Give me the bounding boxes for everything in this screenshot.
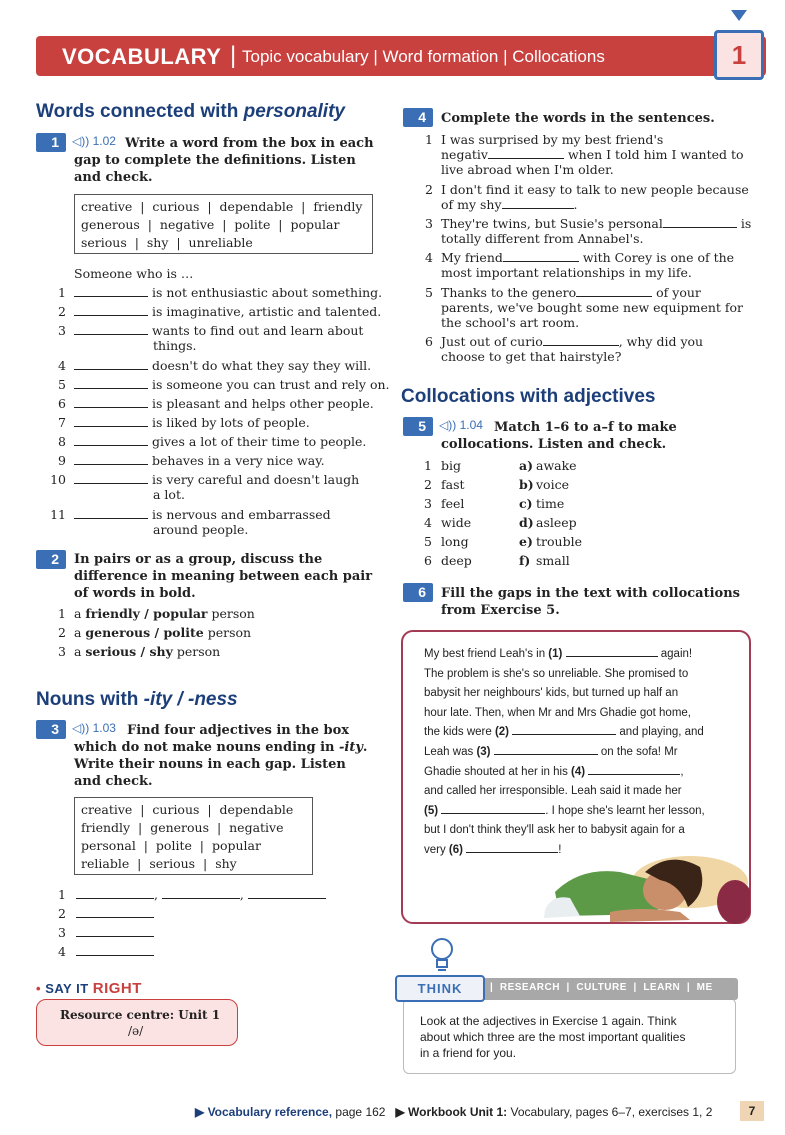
story-line: but I don't think they'll ask her to babysit again for a	[424, 824, 685, 837]
collocation-right-item	[519, 496, 564, 511]
item-number: 1	[58, 606, 66, 621]
item-text: totally different from Annabel's.	[441, 231, 644, 246]
item-number: 4	[58, 358, 66, 373]
item-text: is pleasant and helps other people.	[152, 396, 374, 411]
collocation-left-item	[424, 477, 465, 492]
collocation-right-item	[519, 458, 577, 473]
item-text: parents, we've bought some new equipment for	[441, 300, 744, 315]
item-line	[441, 216, 751, 231]
answer-gap[interactable]	[543, 335, 619, 346]
word-box-line: personal | polite | popular	[81, 838, 261, 853]
item-number: 6	[425, 334, 433, 349]
item-text: live abroad when I'm older.	[441, 162, 614, 177]
lightbulb-icon	[428, 936, 456, 972]
exercise-4-instruction: Complete the words in the sentences.	[441, 111, 715, 126]
answer-gap[interactable]	[76, 907, 154, 918]
answer-gap[interactable]	[512, 724, 616, 735]
exercise-5-instruction-l2: collocations. Listen and check.	[441, 437, 667, 452]
ex4-item-5	[425, 285, 744, 330]
ex4-item-4	[425, 250, 735, 280]
story-text-part: on the sofa! Mr	[597, 745, 678, 758]
exercise-2-instruction-l3: of words in bold.	[74, 586, 196, 601]
answer-gap[interactable]	[74, 397, 148, 408]
exercise-3-instruction-l1: Find four adjectives in the box	[127, 723, 350, 738]
answer-gap[interactable]	[663, 217, 737, 228]
item-number: 2	[58, 304, 66, 319]
instruction-italic: -ity	[339, 740, 363, 755]
item-word: big	[441, 458, 462, 473]
item-text: Just out of curio	[441, 334, 543, 349]
exercise-1-item	[40, 507, 331, 537]
collocation-left-item	[424, 458, 461, 473]
phoneme: /ə/	[128, 1024, 144, 1038]
section-title-nouns	[36, 689, 238, 711]
speaker-icon: ◁))	[72, 134, 90, 148]
footer-text: Vocabulary, pages 6–7, exercises 1, 2	[507, 1105, 713, 1119]
word-box-line: creative | curious | dependable | friendly	[81, 199, 363, 214]
exercise-1-item	[40, 472, 359, 502]
exercise-2-instruction-l2: difference in meaning between each pair	[74, 569, 373, 584]
story-text-part: ,	[680, 765, 684, 778]
section-title-text: Nouns with	[36, 689, 144, 710]
item-text: gives a lot of their time to people.	[152, 434, 367, 449]
item-number: 2	[58, 906, 66, 921]
exercise-1-item	[40, 434, 366, 449]
item-number: 3	[424, 496, 432, 511]
item-text: is not enthusiastic about something.	[152, 285, 383, 300]
story-text-part: . I hope she's learnt her lesson,	[545, 804, 705, 817]
audio-track-number: 1.04	[459, 418, 483, 432]
answer-gap[interactable]	[588, 764, 680, 775]
exercise-3-instruction-l3: Write their nouns in each gap. Listen	[74, 757, 346, 772]
gap-label: (6)	[448, 843, 463, 856]
item-word: trouble	[536, 534, 582, 549]
story-line	[424, 723, 734, 743]
answer-gap[interactable]	[74, 416, 148, 427]
item-word: voice	[536, 477, 569, 492]
exercise-1-instruction-l2: gap to complete the definitions. Listen	[74, 153, 356, 168]
item-text: a	[73, 644, 86, 659]
answer-gap[interactable]	[76, 888, 154, 899]
gap-label: (1)	[548, 648, 563, 660]
audio-track-1[interactable]	[72, 134, 116, 148]
item-letter: c)	[519, 496, 533, 511]
item-word: deep	[441, 553, 472, 568]
unit-arrow-icon	[731, 10, 747, 21]
audio-track-number: 1.03	[92, 721, 116, 735]
item-number: 1	[58, 285, 66, 300]
item-text: a	[73, 625, 86, 640]
item-text: person	[207, 606, 255, 621]
exercise-3-item-2	[58, 906, 154, 921]
story-line	[424, 743, 734, 763]
item-number: 6	[424, 553, 432, 568]
exercise-2-item	[58, 606, 255, 621]
item-number: 3	[425, 216, 433, 231]
collocation-right-item	[519, 515, 577, 530]
item-number: 3	[58, 644, 66, 659]
item-letter: d)	[519, 515, 534, 530]
think-line: about which three are the most important qualities	[420, 1030, 686, 1044]
exercise-1-instruction-l1: Write a word from the box in each	[125, 136, 374, 151]
answer-gap[interactable]	[74, 435, 148, 446]
item-word: time	[536, 496, 565, 511]
word-box-line: serious | shy | unreliable	[81, 235, 253, 250]
item-number: 4	[58, 944, 66, 959]
comma: ,	[153, 887, 158, 902]
item-number: 3	[58, 925, 66, 940]
think-prompt	[420, 1013, 725, 1061]
workbook-link[interactable]: ▶ Workbook Unit 1:	[395, 1105, 508, 1119]
exercise-1-item	[40, 304, 381, 319]
item-text: of my shy	[441, 197, 502, 212]
bold-word-pair: friendly / popular	[85, 606, 208, 621]
footer-text: page 162	[332, 1105, 396, 1119]
story-text-part: !	[558, 843, 562, 856]
item-line	[441, 334, 703, 349]
header-subtitle: Topic vocabulary | Word formation | Collocations	[242, 47, 605, 66]
gap-label: (3)	[476, 745, 491, 758]
answer-gap[interactable]	[76, 945, 154, 956]
answer-gap[interactable]	[76, 926, 154, 937]
item-number: 7	[58, 415, 66, 430]
item-number: 2	[58, 625, 66, 640]
arm-shape	[610, 909, 690, 922]
gap-label: (2)	[494, 726, 510, 739]
item-word: fast	[441, 477, 465, 492]
story-text-part: Leah was	[424, 745, 477, 758]
item-text: when I told him I wanted to	[564, 147, 744, 162]
story-text-part: Ghadie shouted at her in his	[424, 765, 572, 778]
page-number: 7	[740, 1101, 764, 1121]
collocation-right-item	[519, 553, 570, 568]
item-number: 2	[425, 182, 433, 197]
item-number: 1	[58, 887, 66, 902]
item-text: doesn't do what they say they will.	[152, 358, 372, 373]
exercise-5-instruction-l1: Match 1–6 to a–f to make	[494, 420, 677, 435]
exercise-2-instruction-l1: In pairs or as a group, discuss the	[74, 552, 323, 567]
item-text: negativ	[441, 147, 488, 162]
item-line	[441, 147, 744, 162]
exercise-6-badge: 6	[403, 583, 433, 602]
section-title-italic: -ity / -ness	[143, 689, 238, 710]
answer-gap[interactable]	[74, 378, 148, 389]
item-number: 1	[425, 132, 433, 147]
say-it-right-box	[36, 999, 238, 1046]
answer-gap[interactable]	[441, 803, 545, 814]
item-number: 2	[424, 477, 432, 492]
item-text: most important relationships in my life.	[441, 265, 692, 280]
section-title-text: Words connected with	[36, 101, 244, 122]
answer-gap[interactable]	[566, 646, 658, 657]
exercise-3-item-4	[58, 944, 154, 959]
header-separator: |	[230, 42, 237, 69]
think-tab[interactable]: THINK	[395, 975, 485, 1002]
exercise-2-item	[58, 644, 220, 659]
story-line: hour late. Then, when Mr and Mrs Ghadie got home,	[424, 706, 691, 719]
say-it-right-label	[36, 980, 142, 997]
item-line	[441, 250, 734, 265]
exercise-1-item	[40, 396, 374, 411]
story-line: The problem is she's so unreliable. She promised to	[424, 667, 689, 680]
item-word: asleep	[536, 515, 577, 530]
exercise-6-instruction-l1: Fill the gaps in the text with collocations	[441, 586, 740, 601]
item-text: of your	[656, 285, 701, 300]
item-number: 4	[425, 250, 433, 265]
exercise-1-badge: 1	[36, 133, 66, 152]
item-text: My friend	[441, 250, 503, 265]
audio-track-number: 1.02	[92, 134, 116, 148]
story-text-part: and playing, and	[616, 726, 704, 739]
item-text: the school's art room.	[441, 315, 580, 330]
gap-label: (4)	[571, 765, 586, 778]
item-text: Thanks to the genero	[441, 285, 577, 300]
item-text: things.	[153, 338, 197, 353]
word-box-line: friendly | generous | negative	[81, 820, 284, 835]
answer-gap[interactable]	[248, 888, 326, 899]
item-text: is nervous and embarrassed	[152, 507, 331, 522]
bullet-icon: •	[36, 981, 42, 996]
answer-gap[interactable]	[74, 508, 148, 519]
think-category-links[interactable]: | RESEARCH | CULTURE | LEARN | ME	[490, 982, 713, 993]
exercise-6-instruction-l2: from Exercise 5.	[441, 603, 560, 618]
exercise-1-item	[40, 285, 382, 300]
item-text: is liked by lots of people.	[152, 415, 310, 430]
story-line: and called her irresponsible. Leah said it made her	[424, 785, 682, 798]
answer-gap[interactable]	[74, 473, 148, 484]
item-number: 1	[424, 458, 432, 473]
section-title-personality	[36, 101, 345, 123]
ex4-item-1	[425, 132, 744, 177]
bold-word-pair: serious / shy	[85, 644, 173, 659]
item-text: person	[172, 644, 221, 659]
collocation-right-item	[519, 477, 569, 492]
item-letter: a)	[519, 458, 534, 473]
item-text: is someone you can trust and rely on.	[152, 377, 390, 392]
exercise-5-badge: 5	[403, 417, 433, 436]
footer-references	[195, 1105, 712, 1119]
item-text: They're twins, but Susie's personal	[441, 216, 663, 231]
item-text: a	[73, 606, 86, 621]
ex4-item-2	[425, 182, 749, 212]
item-text: is imaginative, artistic and talented.	[152, 304, 382, 319]
exercise-4-badge: 4	[403, 108, 433, 127]
exercise-1-item	[40, 358, 371, 373]
story-line: babysit her neighbours' kids, but turned up half an	[424, 687, 679, 700]
answer-gap[interactable]	[74, 305, 148, 316]
collocation-right-item	[519, 534, 582, 549]
think-line: Look at the adjectives in Exercise 1 again. Think	[420, 1014, 677, 1028]
answer-gap[interactable]	[576, 286, 652, 297]
audio-track-3[interactable]	[72, 721, 116, 735]
story-text-part: again!	[657, 648, 693, 660]
vocabulary-reference-link[interactable]: ▶ Vocabulary reference,	[195, 1105, 333, 1119]
item-letter: b)	[519, 477, 534, 492]
word-box-line: reliable | serious | shy	[81, 856, 237, 871]
item-word: small	[536, 553, 570, 568]
item-letter: f)	[519, 553, 531, 568]
item-line	[441, 285, 743, 300]
answer-gap[interactable]	[502, 198, 574, 209]
word-box-line: generous | negative | polite | popular	[81, 217, 340, 232]
sleeping-girl-illustration	[540, 832, 750, 924]
item-word: long	[441, 534, 469, 549]
item-text: choose to get that hairstyle?	[441, 349, 622, 364]
speaker-icon: ◁))	[439, 418, 457, 432]
story-text-part: My best friend Leah's in	[424, 648, 549, 660]
story-text	[424, 645, 734, 861]
answer-gap[interactable]	[488, 148, 564, 159]
collocation-left-item	[424, 534, 469, 549]
answer-gap[interactable]	[503, 251, 579, 262]
ex4-item-6	[425, 334, 704, 364]
item-number: 11	[50, 507, 66, 522]
gap-label: (5)	[424, 804, 439, 817]
exercise-2-badge: 2	[36, 550, 66, 569]
header-title: VOCABULARY	[62, 44, 222, 69]
item-text: person	[203, 625, 252, 640]
item-number: 5	[425, 285, 433, 300]
item-letter: e)	[519, 534, 533, 549]
answer-gap[interactable]	[74, 324, 148, 335]
collocation-left-item	[424, 553, 472, 568]
item-number: 3	[58, 323, 66, 338]
exercise-3-item-1	[58, 887, 326, 902]
item-number: 4	[424, 515, 432, 530]
item-text: is	[740, 216, 752, 231]
unit-number-badge: 1	[714, 30, 764, 80]
answer-gap[interactable]	[74, 286, 148, 297]
answer-gap[interactable]	[494, 744, 598, 755]
item-text: with Corey is one of the	[582, 250, 735, 265]
word-box-1	[74, 194, 373, 254]
item-number: 8	[58, 434, 66, 449]
item-text: around people.	[153, 522, 249, 537]
collocation-left-item	[424, 496, 464, 511]
word-box-3	[74, 797, 313, 875]
item-number: 10	[50, 472, 66, 487]
item-number: 5	[58, 377, 66, 392]
exercise-1-item	[40, 415, 310, 430]
exercise-3-badge: 3	[36, 720, 66, 739]
say-it-text: SAY IT	[45, 981, 93, 996]
section-title-collocations: Collocations with adjectives	[401, 386, 656, 407]
comma: ,	[239, 887, 244, 902]
exercise-3-instruction-l4: and check.	[74, 774, 153, 789]
item-text: , why did you	[618, 334, 704, 349]
story-text-part: very	[424, 843, 449, 856]
ex4-item-3	[425, 216, 752, 246]
think-line: in a friend for you.	[420, 1046, 517, 1060]
exercise-1-item	[40, 453, 325, 468]
item-text: I don't find it easy to talk to new people because	[441, 182, 749, 197]
answer-gap[interactable]	[74, 359, 148, 370]
collocation-left-item	[424, 515, 471, 530]
story-text-part: the kids were	[424, 726, 495, 739]
answer-gap[interactable]	[162, 888, 240, 899]
item-word: feel	[441, 496, 465, 511]
exercise-1-instruction-l3: and check.	[74, 170, 153, 185]
item-text: behaves in a very nice way.	[152, 453, 325, 468]
word-box-line: creative | curious | dependable	[81, 802, 294, 817]
item-word: wide	[441, 515, 472, 530]
bold-word-pair: generous / polite	[85, 625, 204, 640]
item-text: I was surprised by my best friend's	[441, 132, 664, 147]
section-title-italic: personality	[243, 101, 345, 122]
resource-centre-link[interactable]: Resource centre: Unit 1	[60, 1008, 221, 1022]
exercise-1-item	[40, 323, 363, 353]
item-text: wants to find out and learn about	[152, 323, 364, 338]
item-text: .	[573, 197, 578, 212]
say-it-right-text: RIGHT	[92, 980, 142, 997]
item-text: a lot.	[153, 487, 185, 502]
story-line	[424, 645, 734, 665]
audio-track-5[interactable]	[439, 418, 483, 432]
item-number: 5	[424, 534, 432, 549]
item-line	[441, 197, 749, 212]
story-line	[424, 802, 734, 822]
exercise-1-item	[40, 377, 390, 392]
exercise-2-item	[58, 625, 251, 640]
instruction-text: .	[362, 740, 368, 755]
instruction-text: which do not make nouns ending in	[74, 740, 340, 755]
story-line	[424, 763, 734, 783]
item-number: 6	[58, 396, 66, 411]
exercise-3-instruction-l2	[74, 739, 367, 756]
answer-gap[interactable]	[74, 454, 148, 465]
speaker-icon: ◁))	[72, 721, 90, 735]
exercise-1-lead: Someone who is …	[74, 266, 194, 281]
exercise-3-item-3	[58, 925, 154, 940]
item-text: is very careful and doesn't laugh	[152, 472, 360, 487]
item-word: awake	[536, 458, 577, 473]
item-number: 9	[58, 453, 66, 468]
